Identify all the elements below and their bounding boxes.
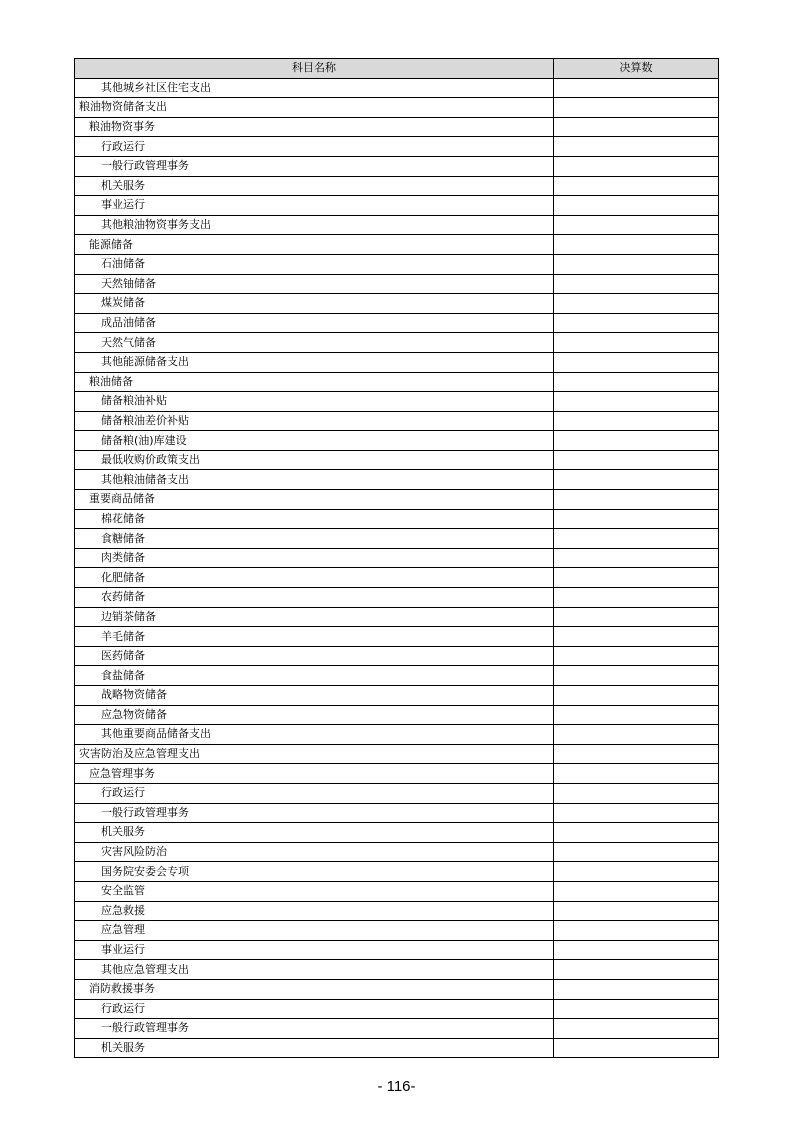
table-row [75, 137, 719, 157]
final-amount-cell [554, 372, 719, 392]
subject-name-cell: 最低收购价政策支出 [75, 450, 554, 470]
table-row [75, 764, 719, 784]
table-row [75, 979, 719, 999]
subject-name-cell: 应急救援 [75, 901, 554, 921]
final-amount-cell [554, 862, 719, 882]
table-row [75, 940, 719, 960]
final-amount-cell [554, 509, 719, 529]
table-row [75, 235, 719, 255]
table-row [75, 215, 719, 235]
subject-name-cell: 成品油储备 [75, 313, 554, 333]
table-row [75, 313, 719, 333]
table-row [75, 411, 719, 431]
final-amount-cell [554, 607, 719, 627]
table-row [75, 98, 719, 118]
final-amount-cell [554, 274, 719, 294]
table-row [75, 1019, 719, 1039]
subject-name-cell: 应急管理 [75, 921, 554, 941]
table-row [75, 333, 719, 353]
table-row [75, 294, 719, 314]
final-amount-cell [554, 960, 719, 980]
table-row [75, 274, 719, 294]
subject-name-cell: 应急管理事务 [75, 764, 554, 784]
final-amount-cell [554, 333, 719, 353]
subject-name-cell: 储备粮(油)库建设 [75, 431, 554, 451]
final-amount-cell [554, 686, 719, 706]
table-row [75, 881, 719, 901]
subject-name-cell: 粮油物资储备支出 [75, 98, 554, 118]
subject-name-cell: 羊毛储备 [75, 627, 554, 647]
header-subject-name: 科目名称 [75, 59, 554, 79]
budget-table [74, 58, 719, 1058]
subject-name-cell: 天然铀储备 [75, 274, 554, 294]
table-row [75, 783, 719, 803]
final-amount-cell [554, 940, 719, 960]
subject-name-cell: 其他应急管理支出 [75, 960, 554, 980]
table-row [75, 352, 719, 372]
subject-name-cell: 战略物资储备 [75, 686, 554, 706]
final-amount-cell [554, 783, 719, 803]
final-amount-cell [554, 568, 719, 588]
final-amount-cell [554, 392, 719, 412]
subject-name-cell: 其他粮油物资事务支出 [75, 215, 554, 235]
final-amount-cell [554, 137, 719, 157]
subject-name-cell: 机关服务 [75, 176, 554, 196]
table-row [75, 529, 719, 549]
subject-name-cell: 安全监管 [75, 881, 554, 901]
page-number: - 116- [377, 1078, 416, 1095]
final-amount-cell [554, 176, 719, 196]
subject-name-cell: 医药储备 [75, 646, 554, 666]
subject-name-cell: 灾害防治及应急管理支出 [75, 744, 554, 764]
subject-name-cell: 食盐储备 [75, 666, 554, 686]
table-row [75, 725, 719, 745]
table-row [75, 372, 719, 392]
final-amount-cell [554, 235, 719, 255]
table-row [75, 490, 719, 510]
table-body [75, 78, 719, 1058]
final-amount-cell [554, 979, 719, 999]
final-amount-cell [554, 1038, 719, 1058]
subject-name-cell: 棉花储备 [75, 509, 554, 529]
table-row [75, 901, 719, 921]
final-amount-cell [554, 313, 719, 333]
final-amount-cell [554, 117, 719, 137]
table-row [75, 627, 719, 647]
table-row [75, 607, 719, 627]
final-amount-cell [554, 548, 719, 568]
table-row [75, 842, 719, 862]
subject-name-cell: 机关服务 [75, 823, 554, 843]
table-row [75, 509, 719, 529]
subject-name-cell: 化肥储备 [75, 568, 554, 588]
table-row [75, 921, 719, 941]
subject-name-cell: 机关服务 [75, 1038, 554, 1058]
table-row [75, 1038, 719, 1058]
table-row [75, 568, 719, 588]
final-amount-cell [554, 529, 719, 549]
final-amount-cell [554, 411, 719, 431]
table-row [75, 999, 719, 1019]
table-row [75, 548, 719, 568]
subject-name-cell: 一般行政管理事务 [75, 803, 554, 823]
final-amount-cell [554, 196, 719, 216]
subject-name-cell: 其他能源储备支出 [75, 352, 554, 372]
table-row [75, 431, 719, 451]
final-amount-cell [554, 490, 719, 510]
subject-name-cell: 能源储备 [75, 235, 554, 255]
table-row [75, 705, 719, 725]
final-amount-cell [554, 705, 719, 725]
subject-name-cell: 肉类储备 [75, 548, 554, 568]
table-row [75, 666, 719, 686]
subject-name-cell: 边销茶储备 [75, 607, 554, 627]
subject-name-cell: 其他重要商品储备支出 [75, 725, 554, 745]
subject-name-cell: 石油储备 [75, 254, 554, 274]
final-amount-cell [554, 764, 719, 784]
final-amount-cell [554, 254, 719, 274]
table-row [75, 196, 719, 216]
subject-name-cell: 事业运行 [75, 196, 554, 216]
final-amount-cell [554, 294, 719, 314]
subject-name-cell: 事业运行 [75, 940, 554, 960]
subject-name-cell: 其他城乡社区住宅支出 [75, 78, 554, 98]
final-amount-cell [554, 450, 719, 470]
final-amount-cell [554, 1019, 719, 1039]
subject-name-cell: 一般行政管理事务 [75, 1019, 554, 1039]
final-amount-cell [554, 803, 719, 823]
table-row [75, 686, 719, 706]
final-amount-cell [554, 215, 719, 235]
table-header-row [75, 59, 719, 79]
subject-name-cell: 国务院安委会专项 [75, 862, 554, 882]
final-amount-cell [554, 921, 719, 941]
table-row [75, 470, 719, 490]
final-amount-cell [554, 98, 719, 118]
subject-name-cell: 行政运行 [75, 783, 554, 803]
subject-name-cell: 应急物资储备 [75, 705, 554, 725]
subject-name-cell: 灾害风险防治 [75, 842, 554, 862]
final-amount-cell [554, 431, 719, 451]
subject-name-cell: 煤炭储备 [75, 294, 554, 314]
table-row [75, 78, 719, 98]
final-amount-cell [554, 842, 719, 862]
subject-name-cell: 行政运行 [75, 137, 554, 157]
table-row [75, 646, 719, 666]
subject-name-cell: 食糖储备 [75, 529, 554, 549]
table-row [75, 392, 719, 412]
subject-name-cell: 粮油物资事务 [75, 117, 554, 137]
final-amount-cell [554, 470, 719, 490]
table-row [75, 176, 719, 196]
table-row [75, 156, 719, 176]
final-amount-cell [554, 999, 719, 1019]
subject-name-cell: 天然气储备 [75, 333, 554, 353]
subject-name-cell: 其他粮油储备支出 [75, 470, 554, 490]
table-row [75, 588, 719, 608]
header-final-amount: 决算数 [554, 59, 719, 79]
final-amount-cell [554, 725, 719, 745]
table-row [75, 744, 719, 764]
table-row [75, 960, 719, 980]
final-amount-cell [554, 901, 719, 921]
final-amount-cell [554, 352, 719, 372]
final-amount-cell [554, 78, 719, 98]
subject-name-cell: 一般行政管理事务 [75, 156, 554, 176]
final-amount-cell [554, 627, 719, 647]
table-row [75, 117, 719, 137]
final-amount-cell [554, 588, 719, 608]
subject-name-cell: 消防救援事务 [75, 979, 554, 999]
subject-name-cell: 行政运行 [75, 999, 554, 1019]
subject-name-cell: 储备粮油差价补贴 [75, 411, 554, 431]
subject-name-cell: 农药储备 [75, 588, 554, 608]
final-amount-cell [554, 646, 719, 666]
subject-name-cell: 粮油储备 [75, 372, 554, 392]
table-row [75, 254, 719, 274]
final-amount-cell [554, 823, 719, 843]
subject-name-cell: 储备粮油补贴 [75, 392, 554, 412]
subject-name-cell: 重要商品储备 [75, 490, 554, 510]
final-amount-cell [554, 666, 719, 686]
final-amount-cell [554, 156, 719, 176]
final-amount-cell [554, 881, 719, 901]
table-row [75, 862, 719, 882]
table-row [75, 803, 719, 823]
final-amount-cell [554, 744, 719, 764]
table-row [75, 823, 719, 843]
table-row [75, 450, 719, 470]
